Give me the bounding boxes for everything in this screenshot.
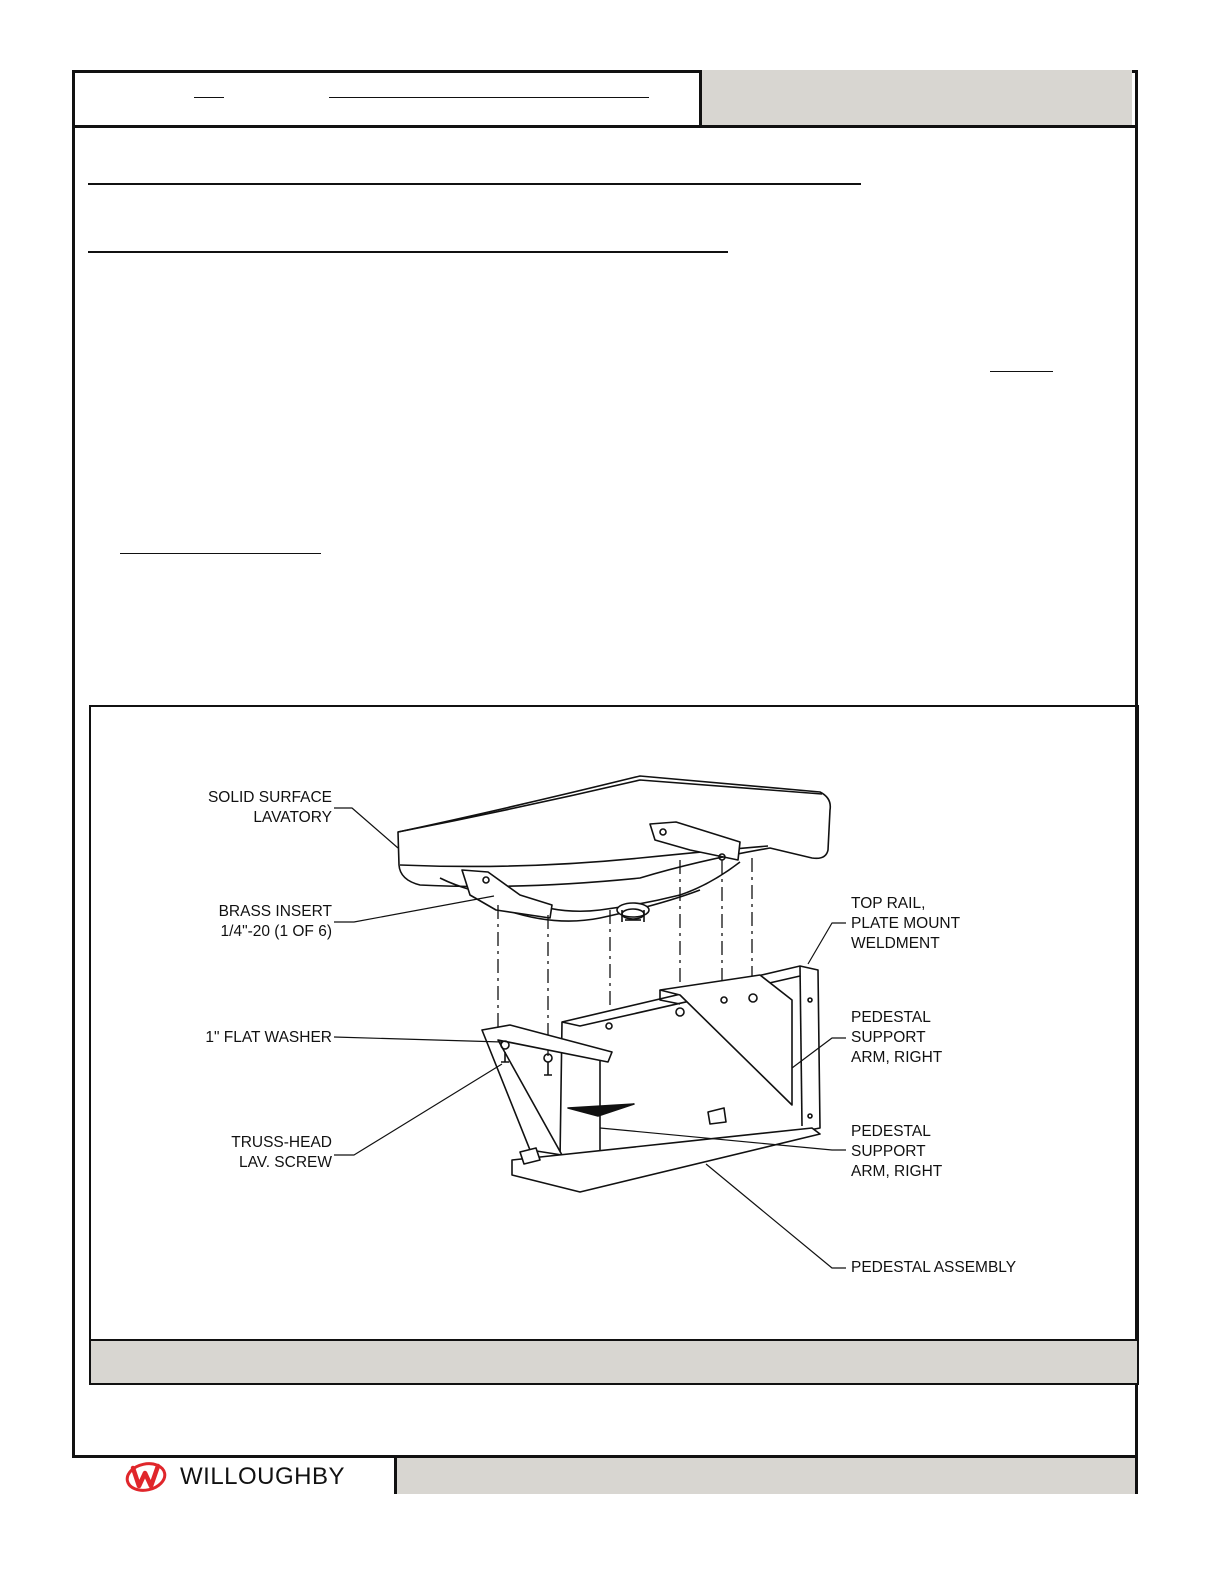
footer-gray-panel xyxy=(397,1458,1135,1494)
document-footer xyxy=(72,1455,1138,1494)
pedestal-drawing xyxy=(482,966,820,1192)
lavatory-drawing xyxy=(398,776,830,922)
brand-name: WILLOUGHBY xyxy=(180,1463,346,1490)
footer-logo-cell xyxy=(72,1458,397,1494)
willoughby-w-logo-icon xyxy=(124,1459,168,1493)
callout-top-rail: TOP RAIL, PLATE MOUNT WELDMENT xyxy=(851,895,961,952)
callout-pedestal-support-arm-upper: PEDESTAL SUPPORT ARM, RIGHT xyxy=(851,1009,943,1066)
callout-brass-insert: BRASS INSERT 1/4"-20 (1 OF 6) xyxy=(218,903,332,940)
callout-pedestal-support-arm-lower: PEDESTAL SUPPORT ARM, RIGHT xyxy=(851,1123,943,1180)
callout-flat-washer: 1" FLAT WASHER xyxy=(205,1029,332,1046)
callout-pedestal-assembly: PEDESTAL ASSEMBLY xyxy=(851,1259,1017,1276)
callout-solid-surface-lavatory: SOLID SURFACE LAVATORY xyxy=(207,789,332,826)
callout-truss-head-screw: TRUSS-HEAD LAV. SCREW xyxy=(231,1134,332,1171)
